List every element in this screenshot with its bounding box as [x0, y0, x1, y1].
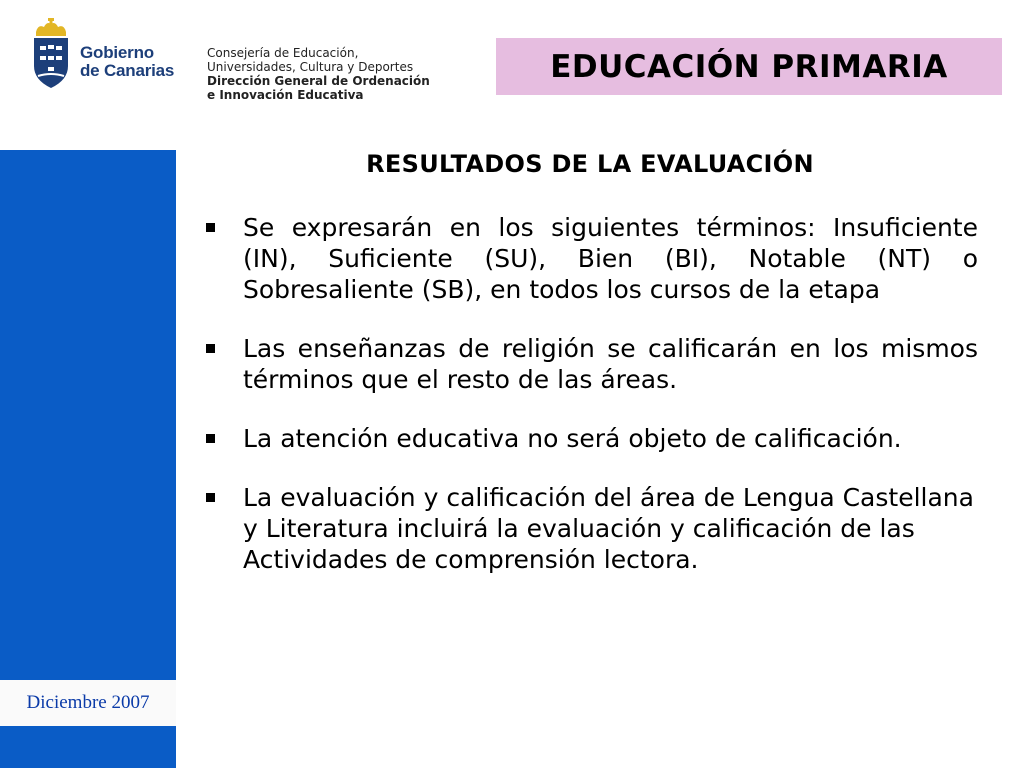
section-heading: RESULTADOS DE LA EVALUACIÓN [366, 150, 814, 178]
square-bullet-icon [206, 493, 215, 502]
dept-line2: Universidades, Cultura y Deportes [207, 60, 414, 74]
coat-of-arms-icon [30, 18, 72, 90]
bullet-text: La atención educativa no será objeto de calificación. [243, 424, 902, 453]
bullet-item [205, 482, 978, 575]
gov-name-line2: de Canarias [80, 61, 175, 80]
square-bullet-icon [206, 223, 215, 232]
bullet-text: Se expresarán en los siguientes términos: Insuficiente (IN), Suficiente (SU), Bien (BI), Notable (NT) o Sobresaliente (SB), en todos los cursos de la etapa [243, 213, 978, 304]
dept-line1: Consejería de Educación, [207, 46, 359, 60]
square-bullet-icon [206, 434, 215, 443]
left-band [0, 150, 176, 768]
gov-name-line1: Gobierno [80, 43, 154, 62]
bullet-item [205, 212, 978, 305]
bullet-list [205, 212, 978, 603]
dept-line3: Dirección General de Ordenación [207, 74, 430, 88]
bullet-text: Las enseñanzas de religión se calificarán en los mismos términos que el resto de las áreas. [243, 334, 978, 394]
date-box [0, 680, 176, 726]
gobierno-de-canarias-wordmark [80, 44, 174, 80]
title-box [496, 38, 1002, 95]
bullet-item [205, 333, 978, 395]
bullet-item [205, 423, 978, 454]
bullet-text: La evaluación y calificación del área de Lengua Castellana y Literatura incluirá la evaluación y calificación de las Actividades de comprensión lectora. [243, 483, 974, 574]
square-bullet-icon [206, 344, 215, 353]
slide-title: EDUCACIÓN PRIMARIA [550, 48, 948, 85]
gobierno-de-canarias-logo [30, 18, 190, 98]
department-text [207, 46, 437, 102]
date-label: Diciembre 2007 [26, 692, 150, 713]
dept-line4: e Innovación Educativa [207, 88, 364, 102]
